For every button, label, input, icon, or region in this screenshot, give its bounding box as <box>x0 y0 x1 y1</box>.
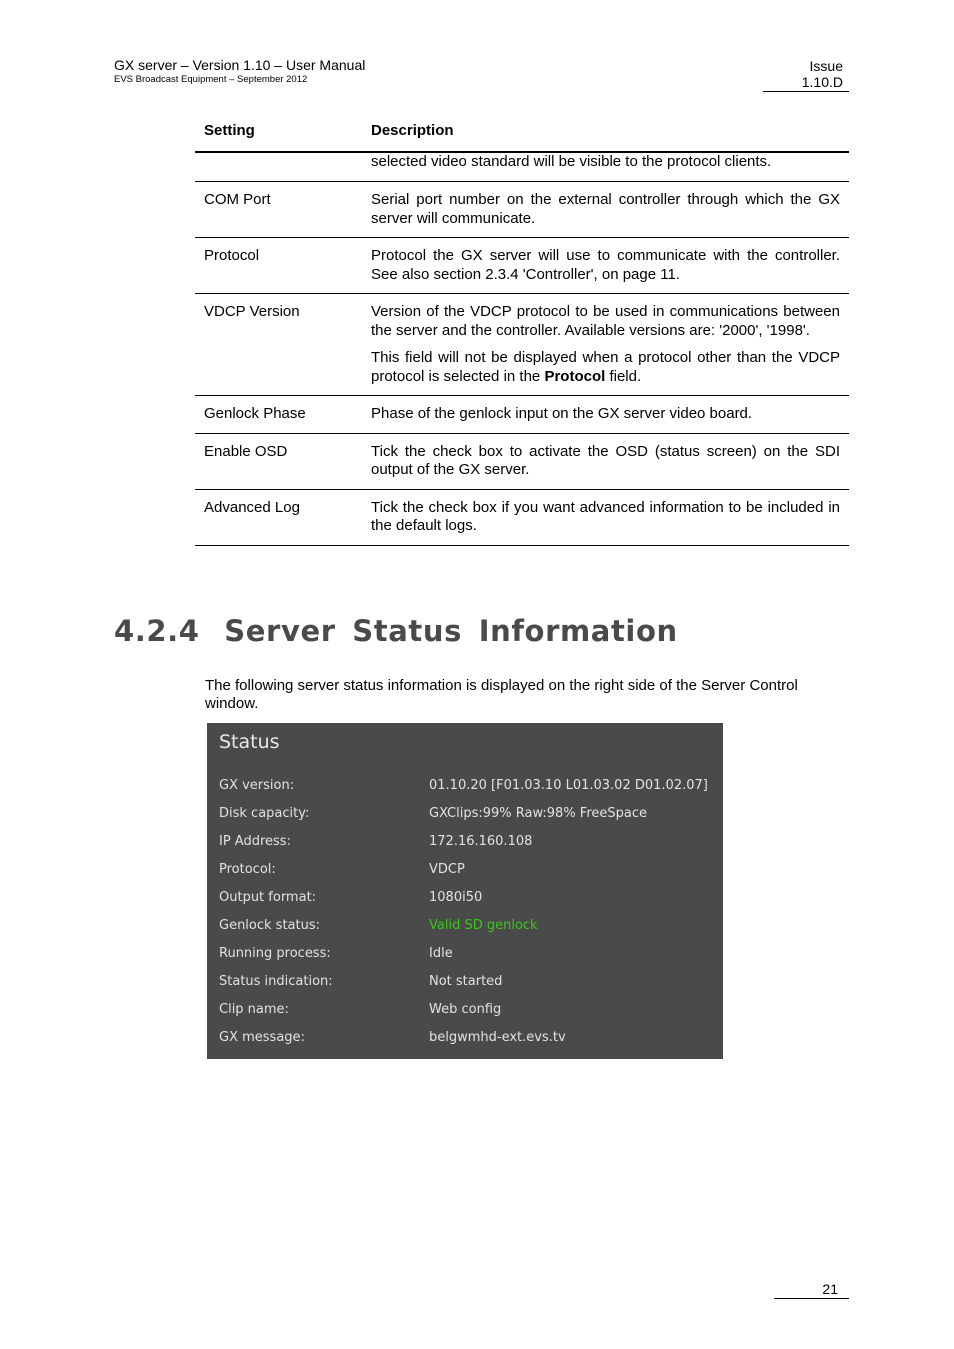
table-row <box>195 294 849 396</box>
document-subtitle: EVS Broadcast Equipment – September 2012 <box>114 74 308 85</box>
status-row-disk-capacity <box>207 806 723 826</box>
table-row <box>195 396 849 434</box>
setting-cell: Protocol <box>195 238 362 294</box>
setting-cell: COM Port <box>195 182 362 238</box>
setting-cell: Enable OSD <box>195 433 362 489</box>
status-value: Not started <box>429 974 503 989</box>
setting-cell <box>195 152 362 182</box>
status-value: Idle <box>429 946 453 961</box>
table-header-row <box>195 114 849 152</box>
note-bold-term: Protocol <box>544 367 606 385</box>
status-label: Protocol: <box>219 862 276 877</box>
table-row <box>195 433 849 489</box>
status-row-gx-version <box>207 778 723 798</box>
description-text: Phase of the genlock input on the GX server video board. <box>371 405 753 422</box>
description-cell <box>362 238 849 294</box>
status-row-gx-message <box>207 1030 723 1050</box>
description-cell <box>362 396 849 434</box>
status-value: 1080i50 <box>429 890 483 905</box>
status-row-output-format <box>207 890 723 910</box>
description-text: Protocol the GX server will use to communicate with the controller. See also section 2.3.4 'Controller', on page 11. <box>371 247 840 283</box>
table-row <box>195 489 849 545</box>
status-panel-screenshot <box>207 723 723 1059</box>
note-text: This field will not be displayed when a protocol other than the VDCP protocol is selected in the <box>371 349 840 385</box>
status-row-protocol <box>207 862 723 882</box>
description-cell <box>362 489 849 545</box>
note-text-end: field. <box>605 367 642 385</box>
description-note <box>371 349 840 386</box>
description-cell <box>362 152 849 182</box>
status-label: Output format: <box>219 890 317 905</box>
status-value: VDCP <box>429 862 465 877</box>
status-value: Web config <box>429 1002 502 1017</box>
description-text: Version of the VDCP protocol to be used in communications between the server and the controller. Available versions are: '2000', '1998'. <box>371 303 840 339</box>
page-header <box>114 57 365 86</box>
table-row <box>195 152 849 182</box>
status-label: Clip name: <box>219 1002 289 1017</box>
status-row-genlock-status <box>207 918 723 938</box>
description-cell <box>362 433 849 489</box>
status-row-clip-name <box>207 1002 723 1022</box>
table-row <box>195 238 849 294</box>
column-header-setting: Setting <box>195 114 362 152</box>
description-text: Serial port number on the external controller through which the GX server will communicate. <box>371 191 840 227</box>
status-value: 01.10.20 [F01.03.10 L01.03.02 D01.02.07] <box>429 778 708 793</box>
setting-cell: Advanced Log <box>195 489 362 545</box>
intro-paragraph: The following server status information is displayed on the right side of the Server Control window. <box>205 677 798 712</box>
description-cell <box>362 182 849 238</box>
description-text: selected video standard will be visible to the protocol clients. <box>371 152 772 170</box>
section-heading <box>114 614 678 648</box>
setting-cell: Genlock Phase <box>195 396 362 434</box>
section-number: 4.2.4 <box>114 614 200 648</box>
status-label: GX message: <box>219 1030 305 1045</box>
section-title: Server Status Information <box>224 614 678 648</box>
status-value: GXClips:99% Raw:98% FreeSpace <box>429 806 648 821</box>
status-label: Genlock status: <box>219 918 321 933</box>
status-row-ip-address <box>207 834 723 854</box>
page-number: 21 <box>774 1281 849 1299</box>
status-value-valid: Valid SD genlock <box>429 918 538 933</box>
setting-cell: VDCP Version <box>195 294 362 396</box>
description-text: Tick the check box to activate the OSD (status screen) on the SDI output of the GX server. <box>371 442 840 478</box>
settings-table <box>195 114 849 546</box>
column-header-description: Description <box>362 114 849 152</box>
issue-block <box>763 58 849 92</box>
status-value: 172.16.160.108 <box>429 834 533 849</box>
status-label: IP Address: <box>219 834 291 849</box>
document-title: GX server – Version 1.10 – User Manual <box>114 57 366 73</box>
status-label: Disk capacity: <box>219 806 310 821</box>
status-label: Running process: <box>219 946 331 961</box>
status-value: belgwmhd-ext.evs.tv <box>429 1030 566 1045</box>
status-panel-title: Status <box>219 731 280 753</box>
status-label: Status indication: <box>219 974 333 989</box>
description-cell <box>362 294 849 396</box>
status-row-status-indication <box>207 974 723 994</box>
issue-label: Issue <box>809 58 843 74</box>
status-row-running-process <box>207 946 723 966</box>
description-text: Tick the check box if you want advanced information to be included in the default logs. <box>371 498 840 534</box>
issue-number: 1.10.D <box>801 74 843 90</box>
status-label: GX version: <box>219 778 295 793</box>
table-row <box>195 182 849 238</box>
